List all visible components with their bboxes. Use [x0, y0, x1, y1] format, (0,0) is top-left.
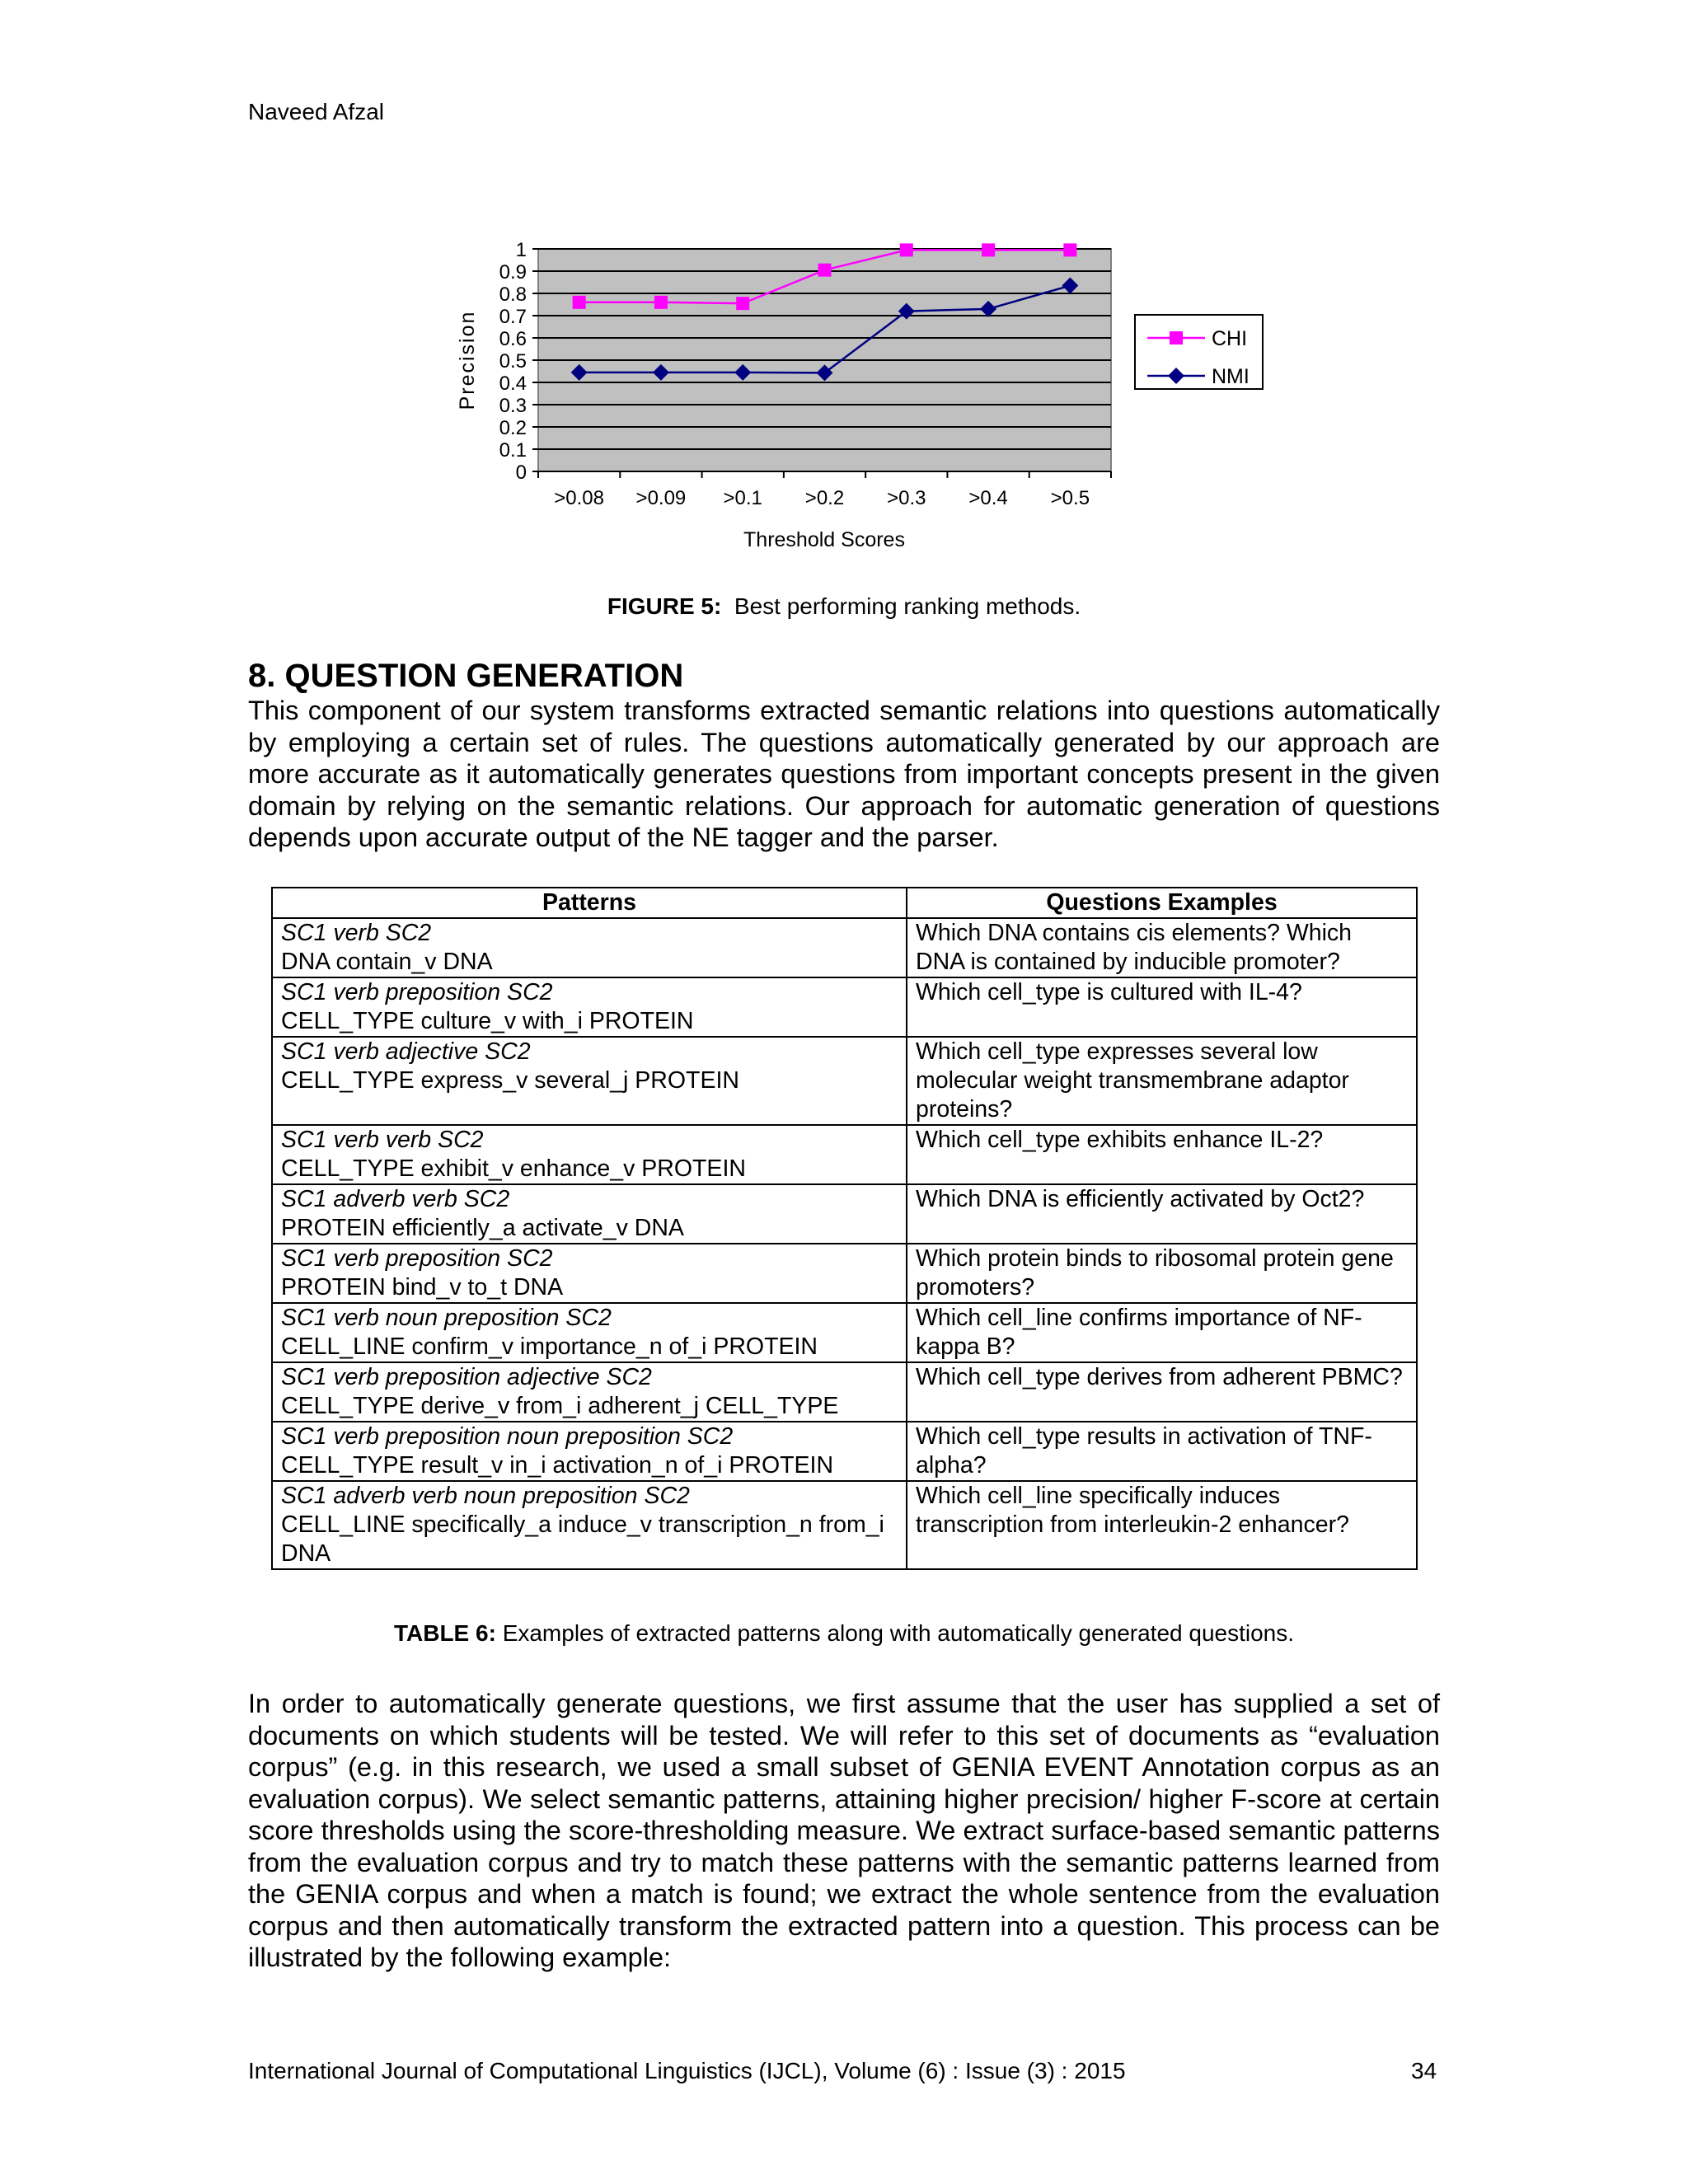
- x-tick-label: >0.1: [723, 487, 762, 509]
- pattern-template: SC1 verb preposition SC2: [281, 1245, 553, 1272]
- pattern-cell: [272, 1362, 907, 1422]
- question-cell: Which cell_type exhibits enhance IL-2?: [907, 1125, 1417, 1184]
- y-tick-label: 0.3: [499, 395, 527, 417]
- body-paragraph-1: This component of our system transforms extracted semantic relations into questions automatically by employing a certain set of rules. The questions automatically generated by our approach are more accurate as it automatically generates questions from important concepts present in the given domain by relying on the semantic relations. Our approach for automatic generation of questions depends upon accurate output of the NE tagger and the parser.: [248, 696, 1440, 852]
- pattern-example: CELL_TYPE result_v in_i activation_n of_i PROTEIN: [281, 1452, 834, 1479]
- question-cell: Which cell_type expresses several low molecular weight transmembrane adaptor proteins?: [907, 1037, 1417, 1125]
- legend-label-chi: CHI: [1212, 327, 1248, 350]
- question-cell: Which cell_type results in activation of TNF-alpha?: [907, 1422, 1417, 1481]
- precision-line-chart: [437, 235, 1278, 565]
- pattern-template: SC1 verb preposition adjective SC2: [281, 1364, 652, 1390]
- pattern-cell: [272, 1184, 907, 1244]
- x-tick-label: >0.2: [804, 487, 845, 509]
- pattern-example: CELL_TYPE culture_v with_i PROTEIN: [281, 1008, 694, 1034]
- patterns-table: [271, 887, 1418, 1570]
- table-row: [272, 1184, 1417, 1244]
- table-caption: [0, 1620, 1688, 1647]
- pattern-example: CELL_LINE confirm_v importance_n of_i PROTEIN: [281, 1333, 818, 1360]
- pattern-template: SC1 verb SC2: [281, 920, 432, 946]
- data-point-chi: [982, 243, 995, 256]
- question-cell: Which protein binds to ribosomal protein gene promoters?: [907, 1244, 1417, 1303]
- pattern-cell: [272, 1303, 907, 1362]
- x-axis-title: Threshold Scores: [743, 528, 905, 551]
- pattern-cell: [272, 918, 907, 977]
- y-tick-label: 0.1: [499, 439, 527, 462]
- y-tick-label: 0.5: [499, 350, 527, 373]
- pattern-cell: [272, 1481, 907, 1569]
- y-tick-label: 0.2: [499, 417, 527, 439]
- pattern-example: CELL_LINE specifically_a induce_v transcription_n from_i DNA: [281, 1511, 884, 1567]
- pattern-template: SC1 adverb verb noun preposition SC2: [281, 1483, 690, 1509]
- table-row: [272, 918, 1417, 977]
- question-cell: Which cell_type derives from adherent PBMC?: [907, 1362, 1417, 1422]
- question-cell: Which DNA contains cis elements? Which DNA is contained by inducible promoter?: [907, 918, 1417, 977]
- y-tick-label: 0.4: [499, 373, 527, 395]
- figure-caption-label: FIGURE 5:: [607, 593, 722, 619]
- table-row: [272, 1362, 1417, 1422]
- table-row: [272, 1125, 1417, 1184]
- pattern-cell: [272, 1037, 907, 1125]
- pattern-example: CELL_TYPE express_v several_j PROTEIN: [281, 1067, 739, 1094]
- table-caption-label: TABLE 6:: [393, 1620, 496, 1646]
- data-point-chi: [818, 264, 832, 277]
- table-caption-text: Examples of extracted patterns along with automatically generated questions.: [502, 1620, 1295, 1646]
- x-tick-label: >0.3: [887, 487, 926, 509]
- pattern-template: SC1 verb noun preposition SC2: [281, 1305, 612, 1331]
- table-row: [272, 977, 1417, 1037]
- x-tick-label: >0.4: [968, 487, 1008, 509]
- data-point-chi: [654, 296, 668, 309]
- pattern-cell: [272, 1125, 907, 1184]
- question-cell: Which cell_line specifically induces transcription from interleukin-2 enhancer?: [907, 1481, 1417, 1569]
- pattern-template: SC1 adverb verb SC2: [281, 1186, 510, 1212]
- y-tick-label: 1: [515, 239, 527, 261]
- table-row: [272, 1244, 1417, 1303]
- question-cell: Which DNA is efficiently activated by Oct2?: [907, 1184, 1417, 1244]
- running-header-author: Naveed Afzal: [248, 99, 384, 124]
- y-tick-label: 0.8: [499, 284, 527, 306]
- table-header-questions: Questions Examples: [907, 888, 1417, 918]
- data-point-chi: [736, 297, 749, 310]
- y-tick-label: 0.7: [499, 306, 527, 328]
- pattern-template: SC1 verb preposition noun preposition SC2: [281, 1423, 734, 1450]
- x-tick-label: >0.5: [1050, 487, 1090, 509]
- body-paragraph-2: In order to automatically generate questions, we first assume that the user has supplied a set of documents on which students will be tested. We will refer to this set of documents as “evaluation corpus” (e.g. in this research, we used a small subset of GENIA EVENT Annotation corpus as an evaluation corpus). We select semantic patterns, attaining higher precision/ higher F-score at certain score thresholds using the score-thresholding measure. We extract surface-based semantic patterns from the evaluation corpus and try to match these patterns with the semantic patterns learned from the GENIA corpus and when a match is found; we extract the whole sentence from the evaluation corpus and then automatically transform the extracted pattern into a question. This process can be illustrated by the following example:: [248, 1689, 1440, 1972]
- pattern-template: SC1 verb preposition SC2: [281, 979, 553, 1005]
- y-tick-label: 0.6: [499, 328, 527, 350]
- data-point-chi: [573, 296, 586, 309]
- question-cell: Which cell_type is cultured with IL-4?: [907, 977, 1417, 1037]
- pattern-template: SC1 verb verb SC2: [281, 1127, 484, 1153]
- table-row: [272, 1303, 1417, 1362]
- data-point-chi: [1063, 243, 1076, 256]
- legend-marker-chi: [1170, 331, 1183, 344]
- pattern-example: CELL_TYPE derive_v from_i adherent_j CELL_TYPE: [281, 1393, 839, 1419]
- x-tick-label: >0.08: [554, 487, 605, 509]
- legend-label-nmi: NMI: [1212, 365, 1250, 388]
- figure-caption-text: Best performing ranking methods.: [734, 593, 1081, 619]
- pattern-template: SC1 verb adjective SC2: [281, 1038, 531, 1065]
- figure-caption: [0, 593, 1688, 620]
- y-axis-title: Precision: [456, 310, 479, 410]
- data-point-chi: [900, 243, 913, 256]
- pattern-cell: [272, 1422, 907, 1481]
- pattern-example: CELL_TYPE exhibit_v enhance_v PROTEIN: [281, 1155, 746, 1182]
- chart-legend: [1135, 315, 1263, 389]
- footer-journal: International Journal of Computational Linguistics (IJCL), Volume (6) : Issue (3) : 2015: [248, 2058, 1126, 2083]
- section-heading: 8. QUESTION GENERATION: [248, 658, 684, 694]
- table-row: [272, 1481, 1417, 1569]
- y-tick-label: 0: [515, 462, 527, 484]
- footer-page-number: 34: [1411, 2058, 1437, 2083]
- question-cell: Which cell_line confirms importance of NF-kappa B?: [907, 1303, 1417, 1362]
- pattern-example: DNA contain_v DNA: [281, 949, 493, 975]
- y-tick-label: 0.9: [499, 261, 527, 284]
- pattern-cell: [272, 977, 907, 1037]
- table-row: [272, 1422, 1417, 1481]
- pattern-cell: [272, 1244, 907, 1303]
- table-row: [272, 1037, 1417, 1125]
- x-tick-label: >0.09: [635, 487, 687, 509]
- table-header-patterns: Patterns: [272, 888, 907, 918]
- pattern-example: PROTEIN bind_v to_t DNA: [281, 1274, 564, 1301]
- pattern-example: PROTEIN efficiently_a activate_v DNA: [281, 1215, 684, 1241]
